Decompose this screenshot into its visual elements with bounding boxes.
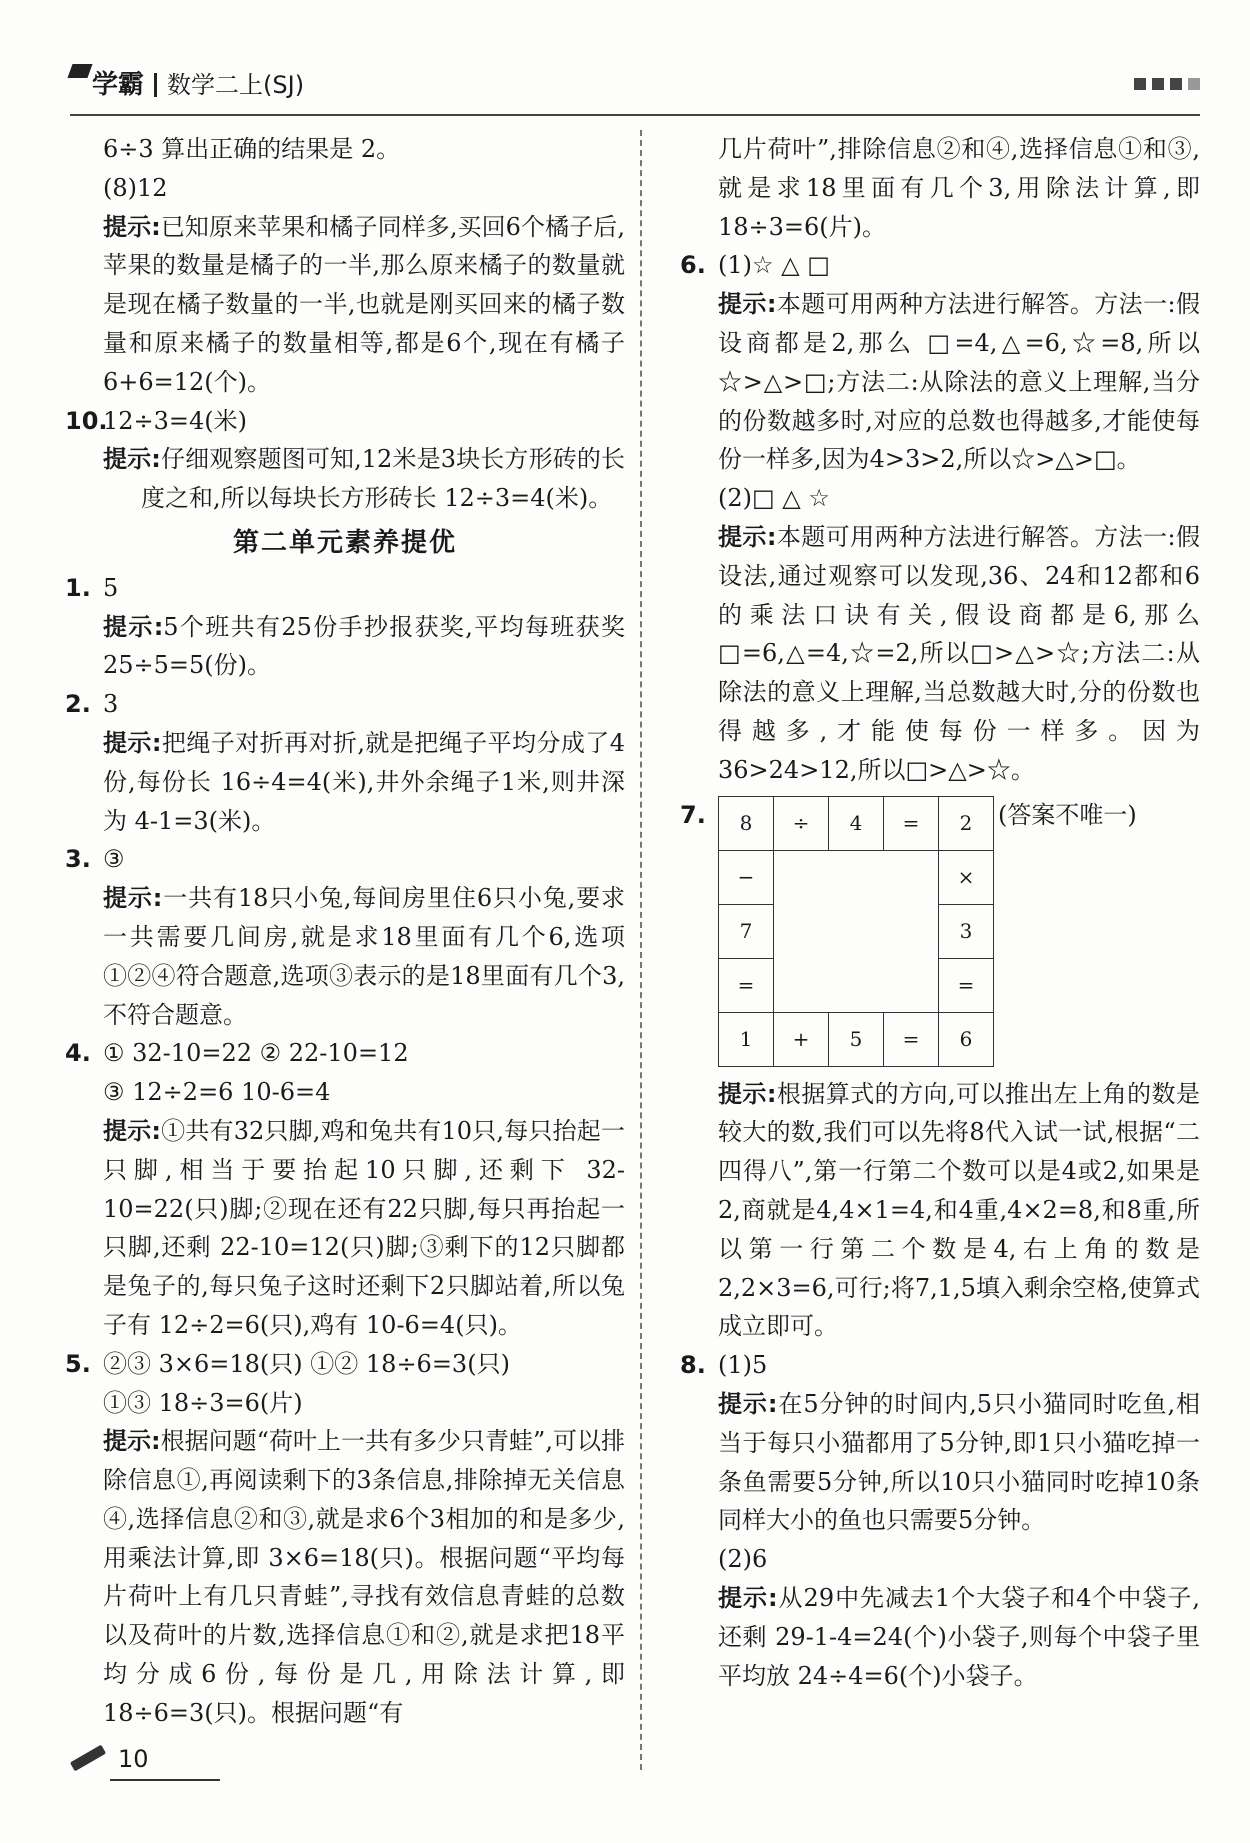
grid-empty xyxy=(774,958,829,1012)
tip-paragraph xyxy=(65,1422,625,1732)
graduation-cap-icon xyxy=(67,64,92,78)
header-separator xyxy=(154,73,157,97)
tip-paragraph xyxy=(65,208,625,402)
tip-paragraph xyxy=(680,518,1200,790)
tip-paragraph xyxy=(65,1112,625,1345)
tip-label: 提示: xyxy=(103,1427,161,1456)
square-icon xyxy=(1134,78,1146,90)
grid-empty xyxy=(884,958,939,1012)
question-7 xyxy=(680,796,1200,1067)
question-2 xyxy=(65,685,625,724)
grid-empty xyxy=(774,850,829,904)
grid-empty xyxy=(829,850,884,904)
continued-text: 几片荷叶”,排除信息②和④,选择信息①和③,就是求18里面有几个3,用除法计算,即 18÷3=6(片)。 xyxy=(718,135,1200,241)
question-number: 6. xyxy=(680,251,706,280)
tip-label: 提示: xyxy=(718,1079,777,1108)
tip-paragraph xyxy=(65,724,625,840)
grid-cell: 8 xyxy=(719,796,774,850)
tip-text: 把绳子对折再对折,就是把绳子平均分成了4份,每份长 16÷4=4(米),井外余绳子1米,则井深为 4-1=3(米)。 xyxy=(103,728,625,835)
answer: (1)☆ △ □ xyxy=(718,251,830,280)
question-number: 7. xyxy=(680,800,706,829)
question-4 xyxy=(65,1034,625,1073)
answer: ① 32-10=22 ② 22-10=12 xyxy=(103,1039,409,1068)
section-title: 第二单元素养提优 xyxy=(232,527,457,558)
right-column xyxy=(680,130,1200,1695)
answer: ②③ 3×6=18(只) ①② 18÷6=3(只) xyxy=(103,1349,510,1378)
grid-empty xyxy=(884,850,939,904)
tip-text: 在5分钟的时间内,5只小猫同时吃鱼,相当于每只小猫都用了5分钟,即1只小猫吃掉一条鱼需要5分钟,所以10只小猫同时吃掉10条同样大小的鱼也只需要5分钟。 xyxy=(718,1389,1200,1535)
tip-label: 提示: xyxy=(103,212,161,241)
line: 6÷3 算出正确的结果是 2。 xyxy=(103,135,401,163)
tip-label: 提示: xyxy=(103,1116,161,1145)
tip-label: 提示: xyxy=(103,728,162,757)
tip-paragraph xyxy=(680,1385,1200,1540)
question-8 xyxy=(680,1346,1200,1385)
tip-paragraph xyxy=(65,608,625,686)
grid-empty xyxy=(829,958,884,1012)
tip-text: 5个班共有25份手抄报获奖,平均每班获奖 25÷5=5(份)。 xyxy=(103,612,625,680)
grid-cell: 5 xyxy=(829,1012,884,1066)
grid-cell: = xyxy=(884,1012,939,1066)
question-number: 10. xyxy=(65,406,108,435)
question-5 xyxy=(65,1345,625,1384)
tip-text: 根据问题“荷叶上一共有多少只青蛙”,可以排除信息①,再阅读剩下的3条信息,排除掉无关信息④,选择信息②和③,就是求6个3相加的和是多少,用乘法计算,即 3×6=18(只)。根据问题“平均每片荷叶上有几只青蛙”,寻找有效信息青蛙的总数以及荷叶的片数,选择信息①和②,就是求把18平均分成6份,每份是几,用除法计算,即 18÷6=3(只)。根据问题“有 xyxy=(103,1427,625,1727)
grid-empty xyxy=(884,904,939,958)
answer-line: (2)6 xyxy=(718,1545,768,1574)
answer: (1)5 xyxy=(718,1351,768,1380)
header-rule xyxy=(70,114,1200,116)
grid-cell: = xyxy=(884,796,939,850)
answer-line: (2)□ △ ☆ xyxy=(718,484,830,513)
answer: 3 xyxy=(103,690,119,719)
grid-empty xyxy=(829,904,884,958)
grid-cell: × xyxy=(939,850,994,904)
left-column xyxy=(65,130,625,1733)
square-icon xyxy=(1170,78,1182,90)
tip-text: 仔细观察题图可知,12米是3块长方形砖的长度之和,所以每块长方形砖长 12÷3=4(米)。 xyxy=(141,445,625,513)
answer-note: (答案不唯一) xyxy=(998,800,1137,829)
grid-cell: − xyxy=(719,850,774,904)
question-number: 8. xyxy=(680,1351,706,1380)
tip-label: 提示: xyxy=(718,1583,778,1612)
answer: 5 xyxy=(103,573,119,602)
tip-paragraph xyxy=(680,1075,1200,1347)
question-1 xyxy=(65,569,625,608)
question-10 xyxy=(65,402,625,441)
tip-text: 一共有18只小兔,每间房里住6只小兔,要求一共需要几间房,就是求18里面有几个6,选项①②④符合题意,选项③表示的是18里面有几个3,不符合题意。 xyxy=(103,884,625,1029)
square-icon xyxy=(1188,78,1200,90)
question-number: 4. xyxy=(65,1039,91,1068)
grid-empty xyxy=(774,904,829,958)
tip-paragraph xyxy=(65,440,625,518)
question-number: 2. xyxy=(65,690,91,719)
book-subtitle: 数学二上(SJ) xyxy=(167,71,305,99)
tip-label: 提示: xyxy=(103,612,164,641)
number-grid xyxy=(718,796,994,1067)
answer: ③ xyxy=(103,845,125,874)
grid-cell: 7 xyxy=(719,904,774,958)
answer-line: ③ 12÷2=6 10-6=4 xyxy=(103,1078,331,1107)
grid-cell: + xyxy=(774,1012,829,1066)
tip-text: 已知原来苹果和橘子同样多,买回6个橘子后,苹果的数量是橘子的一半,那么原来橘子的数量就是现在橘子数量的一半,也就是刚买回来的橘子数量和原来橘子的数量相等,都是6个,现在有橘子 6+6=12(个)。 xyxy=(103,212,625,396)
header-squares xyxy=(1134,78,1200,90)
grid-cell: ÷ xyxy=(774,796,829,850)
tip-label: 提示: xyxy=(718,290,777,319)
grid-cell: 1 xyxy=(719,1012,774,1066)
page-footer xyxy=(70,1745,180,1785)
tip-text: 从29中先减去1个大袋子和4个中袋子,还剩 29-1-4=24(个)小袋子,则每个中袋子里平均放 24÷4=6(个)小袋子。 xyxy=(718,1583,1200,1690)
question-3 xyxy=(65,840,625,879)
grid-cell: 2 xyxy=(939,796,994,850)
tip-label: 提示: xyxy=(718,522,777,551)
tip-text: ①共有32只脚,鸡和兔共有10只,每只抬起一只脚,相当于要抬起10只脚,还剩下 32-10=22(只)脚;②现在还有22只脚,每只再抬起一只脚,还剩 22-10=12(只)脚;③剩下的12只脚都是兔子的,每只兔子这时还剩下2只脚站着,所以兔子有 12÷2=6(只),鸡有 10-6=4(只)。 xyxy=(103,1116,625,1339)
pencil-icon xyxy=(70,1745,106,1772)
grid-cell: 4 xyxy=(829,796,884,850)
tip-text: 本题可用两种方法进行解答。方法一:假设法,通过观察可以发现,36、24和12都和6的乘法口诀有关,假设商都是6,那么 □=6,△=4,☆=2,所以□>△>☆;方法二:从除法的意义上理解,当总数越大时,分的份数也得越多,才能使每份一样多。因为36>24>12,所以□>△>☆。 xyxy=(718,522,1200,784)
logo xyxy=(70,64,304,101)
tip-paragraph xyxy=(680,285,1200,479)
logo-text: 学霸 xyxy=(92,70,145,100)
footer-rule xyxy=(110,1779,220,1781)
line: (8)12 xyxy=(103,173,168,202)
column-divider xyxy=(640,130,642,1770)
answer: 12÷3=4(米) xyxy=(103,406,248,435)
tip-text: 本题可用两种方法进行解答。方法一:假设商都是2,那么 □=4,△=6,☆=8,所以☆>△>□;方法二:从除法的意义上理解,当分的份数越多时,对应的总数也得越多,才能使每份一样多,因为4>3>2,所以☆>△>□。 xyxy=(718,290,1200,474)
page-header xyxy=(70,60,1200,115)
page-number: 10 xyxy=(118,1745,149,1773)
question-6 xyxy=(680,246,1200,285)
grid-cell: = xyxy=(719,958,774,1012)
grid-cell: = xyxy=(939,958,994,1012)
tip-text: 根据算式的方向,可以推出左上角的数是较大的数,我们可以先将8代入试一试,根据“二四得八”,第一行第二个数可以是4或2,如果是2,商就是4,4×1=4,和4重,4×2=8,和8重,所以第一行第二个数是4,右上角的数是2,2×3=6,可行;将7,1,5填入剩余空格,使算式成立即可。 xyxy=(718,1079,1200,1341)
square-icon xyxy=(1152,78,1164,90)
tip-label: 提示: xyxy=(103,884,163,913)
tip-label: 提示: xyxy=(718,1389,778,1418)
question-number: 1. xyxy=(65,573,91,602)
tip-paragraph xyxy=(680,1579,1200,1695)
grid-cell: 3 xyxy=(939,904,994,958)
tip-label: 提示: xyxy=(103,445,161,474)
grid-cell: 6 xyxy=(939,1012,994,1066)
question-number: 5. xyxy=(65,1349,91,1378)
answer-line: ①③ 18÷3=6(片) xyxy=(103,1388,303,1417)
tip-paragraph xyxy=(65,879,625,1034)
question-number: 3. xyxy=(65,845,91,874)
